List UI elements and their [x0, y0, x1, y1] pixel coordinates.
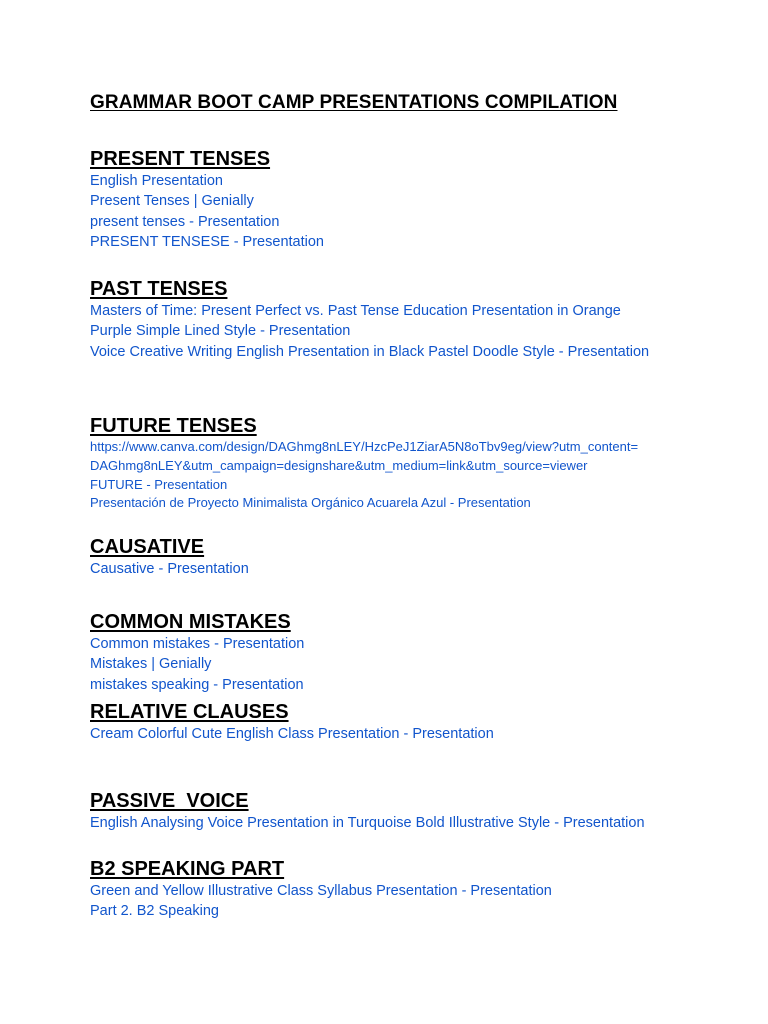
section-relative-clauses — [90, 700, 730, 744]
section-heading: RELATIVE CLAUSES — [90, 701, 289, 723]
link-list — [90, 724, 730, 744]
link-list — [90, 559, 730, 579]
presentation-link[interactable]: Present Tenses | Genially — [90, 193, 254, 210]
presentation-link[interactable]: Purple Simple Lined Style - Presentation — [90, 323, 351, 340]
url-link[interactable]: https://www.canva.com/design/DAGhmg8nLEY/HzcPeJ1ZiarA5N8oTbv9eg/view?utm_content= — [90, 439, 639, 454]
section-heading: B2 SPEAKING PART — [90, 858, 285, 880]
section-present-tenses — [90, 147, 730, 252]
section-heading: PASSIVE VOICE — [90, 790, 249, 812]
presentation-link[interactable]: Mistakes | Genially — [90, 656, 212, 673]
link-list — [90, 813, 730, 833]
section-past-tenses — [90, 277, 730, 362]
presentation-link[interactable]: FUTURE - Presentation — [90, 476, 228, 492]
presentation-link[interactable]: English Analysing Voice Presentation in Turquoise Bold Illustrative Style - Presentation — [90, 815, 645, 831]
section-common-mistakes — [90, 610, 730, 695]
section-heading: COMMON MISTAKES — [90, 611, 291, 633]
url-link[interactable]: DAGhmg8nLEY&utm_campaign=designshare&utm_medium=link&utm_source=viewer — [90, 457, 588, 473]
section-future-tenses — [90, 414, 730, 513]
presentation-link[interactable]: Green and Yellow Illustrative Class Syllabus Presentation - Presentation — [90, 883, 552, 899]
presentation-link[interactable]: Presentación de Proyecto Minimalista Orgánico Acuarela Azul - Presentation — [90, 495, 531, 511]
presentation-link[interactable]: Masters of Time: Present Perfect vs. Past Tense Education Presentation in Orange — [90, 303, 621, 319]
document-title: GRAMMAR BOOT CAMP PRESENTATIONS COMPILATION — [90, 92, 618, 113]
section-heading: CAUSATIVE — [90, 536, 205, 558]
presentation-link[interactable]: present tenses - Presentation — [90, 213, 280, 230]
presentation-link[interactable]: English Presentation — [90, 173, 223, 189]
presentation-link[interactable]: Voice Creative Writing English Presentation in Black Pastel Doodle Style - Presentation — [90, 343, 650, 360]
section-heading: PAST TENSES — [90, 278, 228, 300]
section-heading: FUTURE TENSES — [90, 415, 257, 437]
link-list — [90, 171, 730, 252]
presentation-link[interactable]: Causative - Presentation — [90, 561, 249, 577]
link-list — [90, 634, 730, 695]
section-b2-speaking — [90, 857, 730, 922]
presentation-link[interactable]: Cream Colorful Cute English Class Presentation - Presentation — [90, 726, 494, 742]
presentation-link[interactable]: Part 2. B2 Speaking — [90, 903, 219, 920]
presentation-link[interactable]: mistakes speaking - Presentation — [90, 676, 304, 693]
presentation-link[interactable]: Common mistakes - Presentation — [90, 636, 305, 652]
section-passive-voice — [90, 789, 730, 833]
link-list — [90, 881, 730, 922]
section-heading: PRESENT TENSES — [90, 148, 271, 170]
presentation-link[interactable]: PRESENT TENSESE - Presentation — [90, 233, 324, 250]
link-list — [90, 438, 730, 513]
section-causative — [90, 535, 730, 579]
link-list — [90, 301, 730, 362]
